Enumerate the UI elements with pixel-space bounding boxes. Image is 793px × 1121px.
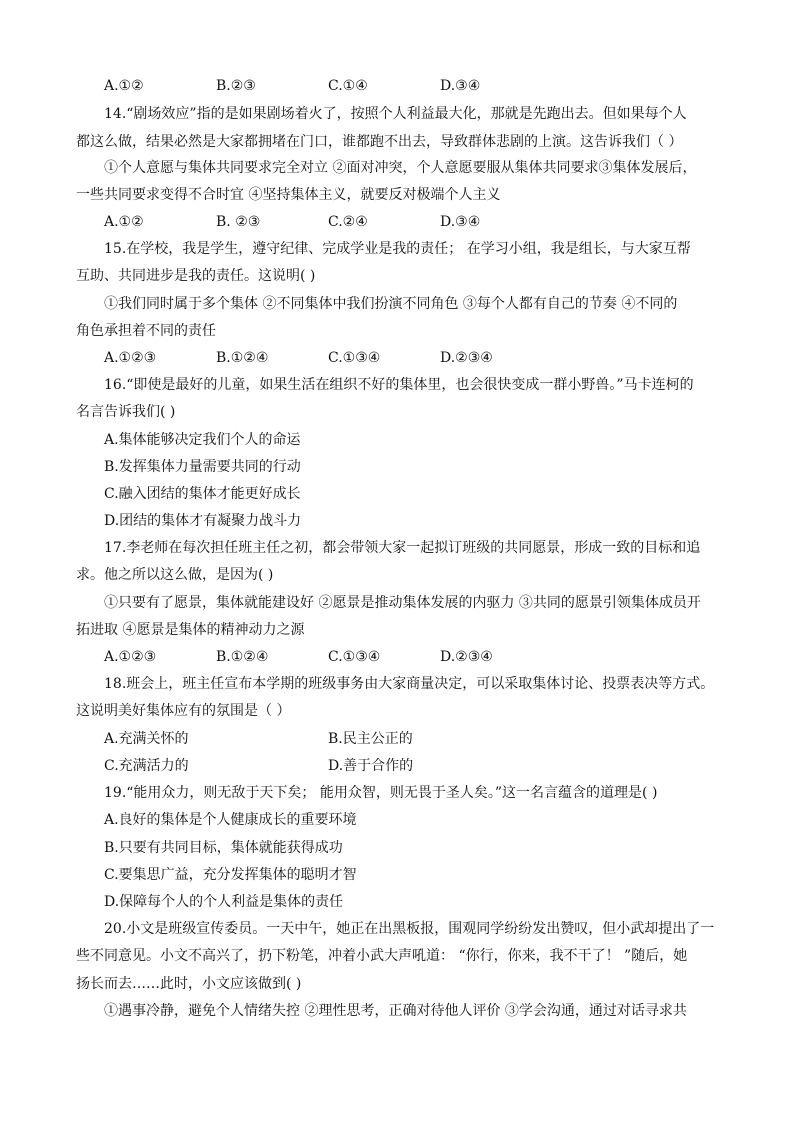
q15-option-a: A.①②③ (104, 350, 157, 366)
q14-option-c: C.②④ (328, 214, 368, 230)
q17-option-d: D.②③④ (440, 649, 493, 665)
q15-statements-line2: 角色承担着不同的责任 (76, 323, 216, 339)
q19-question-line1: 19.“能用众力，则无敌于天下矣； 能用众智，则无畏于圣人矣。”这一名言蕴含的道理是( ) (104, 785, 658, 801)
q17-statements-line1: ①只要有了愿景，集体就能建设好 ②愿景是推动集体发展的内驱力 ③共同的愿景引领集体成员开 (104, 595, 701, 611)
q13-option-c: C.①④ (328, 78, 368, 94)
q14-statements-line1: ①个人意愿与集体共同要求完全对立 ②面对冲突，个人意愿要服从集体共同要求③集体发展后， (104, 160, 697, 176)
q17-option-b: B.①②④ (216, 649, 269, 665)
q19-option-b: B.只要有共同目标，集体就能获得成功 (104, 840, 343, 856)
q13-option-d: D.③④ (440, 78, 481, 94)
q14-question-line1: 14.“剧场效应”指的是如果剧场着火了，按照个人利益最大化，那就是先跑出去。但如果每个人 (104, 106, 687, 122)
q17-option-c: C.①③④ (328, 649, 381, 665)
q16-option-b: B.发挥集体力量需要共同的行动 (104, 459, 301, 475)
q19-option-d: D.保障每个人的个人利益是集体的责任 (104, 894, 344, 910)
q15-option-d: D.②③④ (440, 350, 493, 366)
q15-option-b: B.①②④ (216, 350, 269, 366)
q14-option-a: A.①② (104, 214, 144, 230)
q18-option-d: D.善于合作的 (328, 758, 414, 774)
q17-option-a: A.①②③ (104, 649, 157, 665)
q19-option-a: A.良好的集体是个人健康成长的重要环境 (104, 812, 357, 828)
q16-option-a: A.集体能够决定我们个人的命运 (104, 432, 301, 448)
q15-statements-line1: ①我们同时属于多个集体 ②不同集体中我们扮演不同角色 ③每个人都有自己的节奏 ④不同的 (104, 296, 678, 312)
q17-statements-line2: 拓进取 ④愿景是集体的精神动力之源 (76, 622, 305, 638)
q20-question-line3: 扬长而去……此时，小文应该做到( ) (76, 976, 302, 992)
q15-question-line1: 15.在学校，我是学生，遵守纪律、完成学业是我的责任； 在学习小组，我是组长，与大家互帮 (104, 241, 691, 257)
q20-statements-line1: ①遇事冷静，避免个人情绪失控 ②理性思考，正确对待他人评价 ③学会沟通，通过对话寻求共 (104, 1003, 687, 1019)
q18-question-line1: 18.班会上，班主任宣布本学期的班级事务由大家商量决定，可以采取集体讨论、投票表决等方式。 (104, 676, 715, 692)
q18-option-b: B.民主公正的 (328, 731, 413, 747)
q13-option-b: B.②③ (216, 78, 256, 94)
q16-option-c: C.融入团结的集体才能更好成长 (104, 486, 301, 502)
q16-question-line1: 16.“即使是最好的儿童，如果生活在组织不好的集体里，也会很快变成一群小野兽。”马卡连柯的 (104, 377, 694, 393)
q14-option-d: D.③④ (440, 214, 481, 230)
q15-option-c: C.①③④ (328, 350, 381, 366)
q14-statements-line2: 一些共同要求变得不合时宜 ④坚持集体主义，就要反对极端个人主义 (76, 187, 501, 203)
q18-option-a: A.充满关怀的 (104, 731, 189, 747)
q16-option-d: D.团结的集体才有凝聚力战斗力 (104, 513, 302, 529)
q18-question-line2: 这说明美好集体应有的氛围是（ ） (76, 703, 291, 719)
q20-question-line1: 20.小文是班级宣传委员。一天中午，她正在出黑板报，围观同学纷纷发出赞叹，但小武却提出了一 (104, 921, 715, 937)
q13-option-a: A.①② (104, 78, 144, 94)
q17-question-line2: 求。他之所以这么做，是因为( ) (76, 567, 274, 583)
q15-question-line2: 互助、共同进步是我的责任。这说明( ) (76, 268, 316, 284)
q19-option-c: C.要集思广益，充分发挥集体的聪明才智 (104, 867, 357, 883)
q14-option-b: B. ②③ (216, 214, 261, 230)
q17-question-line1: 17.李老师在每次担任班主任之初，都会带领大家一起拟订班级的共同愿景，形成一致的目标和追 (104, 540, 701, 556)
q14-question-line2: 都这么做，结果必然是大家都拥堵在门口，谁都跑不出去，导致群体悲剧的上演。这告诉我们（ ） (76, 134, 683, 150)
q18-option-c: C.充满活力的 (104, 758, 189, 774)
q20-question-line2: 些不同意见。小文不高兴了，扔下粉笔，冲着小武大声吼道： “你行，你来，我不干了！ ”随后，她 (76, 948, 688, 964)
q16-question-line2: 名言告诉我们( ) (76, 404, 176, 420)
